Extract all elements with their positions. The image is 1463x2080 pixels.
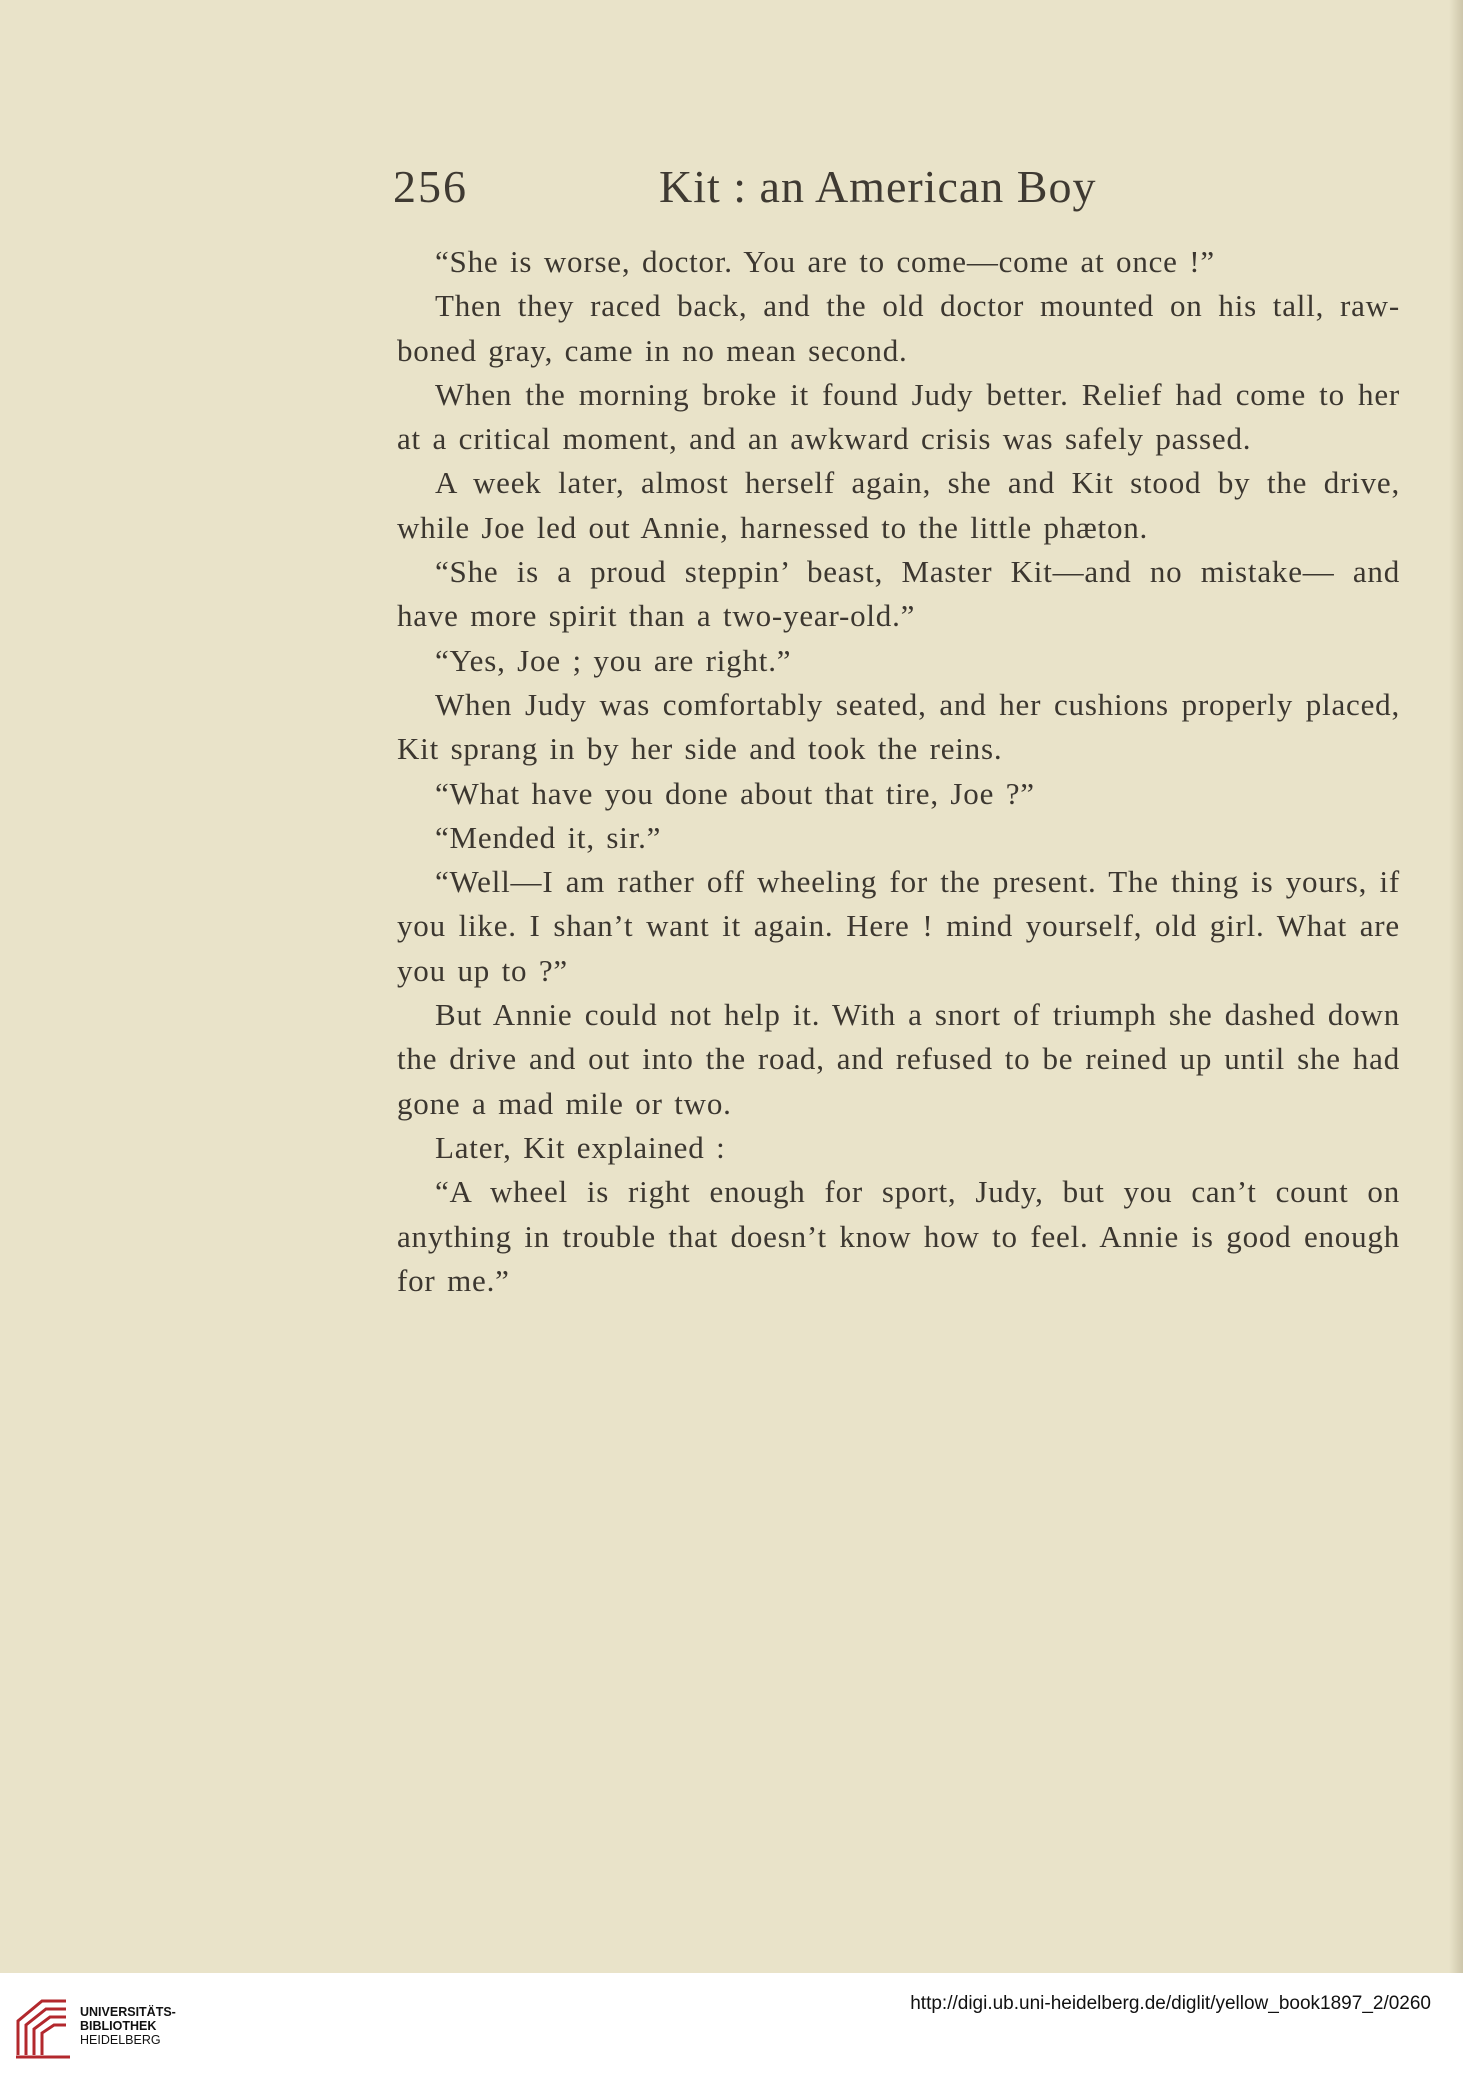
paragraph: “A wheel is right enough for sport, Judy, but you can’t count on anything in trouble that doesn’t know how to feel. Annie is good enough for me.” [397, 1174, 1400, 1298]
logo-line: BIBLIOTHEK [80, 2019, 157, 2033]
source-url-link[interactable]: http://digi.ub.uni-heidelberg.de/diglit/yellow_book1897_2/0260 [910, 1993, 1431, 2014]
paragraph: “She is worse, doctor. You are to come—come at once !” [435, 244, 1215, 279]
paragraph: When the morning broke it found Judy better. Relief had come to her at a critical moment, and an awkward crisis was safely passed. [397, 376, 1400, 457]
paragraph: But Annie could not help it. With a snort of triumph she dashed down the drive and out into the road, and refused to be reined up until she had gone a mad mile or two. [397, 997, 1400, 1121]
body-text [397, 240, 1400, 1303]
paragraph: Then they raced back, and the old doctor mounted on his tall, raw-boned gray, came in no mean second. [397, 288, 1400, 368]
library-logo-text [80, 2005, 176, 2047]
logo-line: UNIVERSITÄTS- [80, 2005, 176, 2019]
page-number: 256 [393, 161, 468, 212]
paragraph: Later, Kit explained : [435, 1129, 726, 1165]
paragraph: “Mended it, sir.” [435, 819, 662, 855]
paragraph: “What have you done about that tire, Joe ?” [435, 775, 1035, 811]
running-title: Kit : an American Boy [659, 161, 1097, 212]
paragraph: “She is a proud steppin’ beast, Master Kit—and no mistake— and have more spirit than a two-year-old.” [397, 554, 1400, 634]
library-logo[interactable] [14, 1995, 204, 2065]
digitization-footer [0, 1973, 1463, 2080]
paragraph: “Well—I am rather off wheeling for the present. The thing is yours, if you like. I shan’t want it again. Here ! mind yourself, old girl. What are you up to ?” [397, 864, 1400, 988]
page-edge-shadow [1449, 0, 1463, 1973]
library-logo-icon [14, 1995, 74, 2059]
page-header [393, 160, 1135, 220]
paragraph: A week later, almost herself again, she and Kit stood by the drive, while Joe led out Annie, harnessed to the little phæton. [397, 465, 1400, 545]
paragraph: When Judy was comfortably seated, and her cushions properly placed, Kit sprang in by her side and took the reins. [397, 686, 1400, 767]
logo-line: HEIDELBERG [80, 2033, 161, 2047]
paragraph: “Yes, Joe ; you are right.” [435, 642, 792, 678]
